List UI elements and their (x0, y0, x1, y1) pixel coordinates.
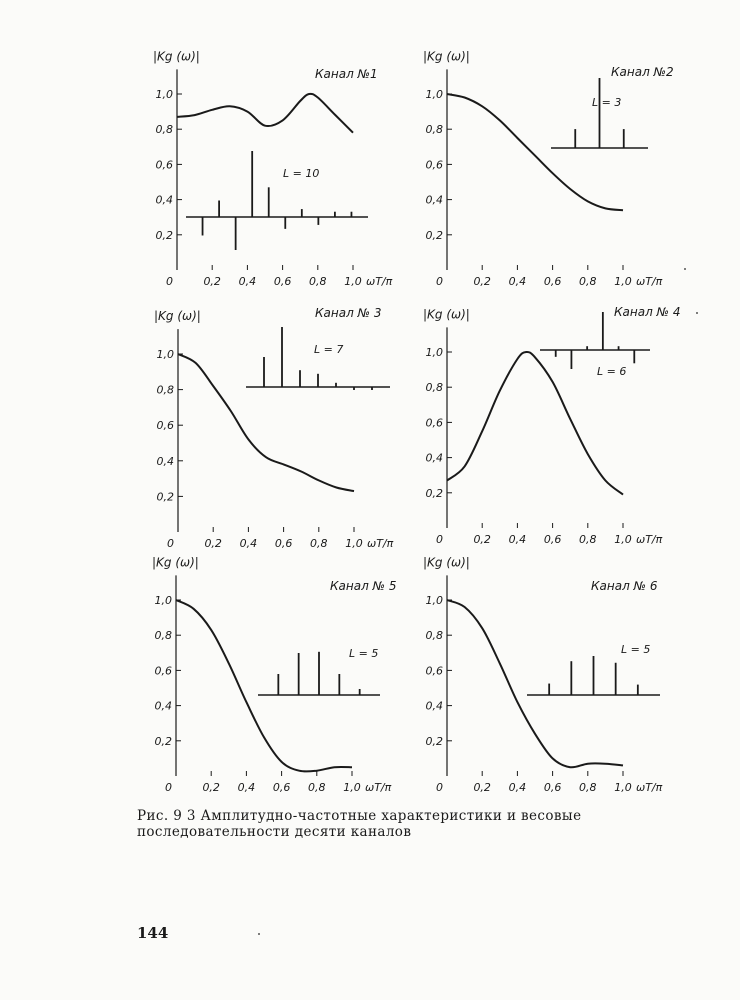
y-tick-label: 0,2 (155, 228, 173, 242)
y-tick-label: 0,6 (154, 664, 172, 678)
channel-title: Канал № 5 (330, 579, 397, 593)
x-axis-label: ωT/π (636, 533, 663, 546)
y-tick-label: 1,0 (425, 88, 443, 101)
print-speck (258, 933, 260, 935)
chart-panel-2 (423, 50, 674, 288)
y-tick-label: 0,6 (425, 664, 443, 678)
chart-panel-5 (152, 556, 397, 794)
channel-title: Канал № 6 (591, 579, 658, 593)
x-tick-label: 1,0 (345, 537, 363, 550)
y-tick-label: 0,4 (156, 454, 174, 468)
x-tick-label: 1,0 (614, 781, 632, 794)
y-tick-label: 1,0 (155, 88, 173, 101)
x-axis-label: ωT/π (366, 275, 393, 288)
x-tick-label: 0,8 (579, 533, 597, 546)
print-speck (696, 312, 698, 314)
y-tick-label: 0,6 (425, 416, 443, 430)
y-axis-label: |Kg (ω)| (423, 555, 470, 570)
y-tick-label: 0,4 (425, 699, 443, 713)
y-tick-label: 0,8 (155, 123, 173, 137)
x-tick-label: 0,4 (508, 533, 527, 546)
y-tick-label: 0,8 (425, 123, 443, 137)
x-axis-label: ωT/π (365, 781, 392, 794)
y-tick-label: 0,8 (425, 381, 443, 395)
y-tick-label: 0,2 (425, 228, 443, 242)
y-axis-label: |Kg (ω)| (423, 307, 470, 322)
x-tick-label: 0,8 (579, 781, 597, 794)
figure-caption: Рис. 9 3 Амплитудно-частотные характеристики и весовые последовательности десяти каналов (137, 808, 582, 840)
y-tick-label: 0,4 (425, 193, 443, 207)
x-tick-label: 0,8 (310, 537, 328, 550)
y-tick-label: 0,6 (155, 158, 173, 172)
chart-panel-1 (153, 50, 393, 288)
x-tick-label: 0,4 (238, 275, 257, 288)
channel-title: Канал №2 (611, 65, 674, 79)
x-tick-label: 0,6 (272, 781, 291, 794)
impulse-length-label: L = 7 (314, 343, 344, 356)
chart-panel-3 (154, 306, 394, 550)
impulse-length-label: L = 3 (592, 96, 622, 109)
x-tick-label: 0,2 (204, 537, 222, 550)
x-tick-label: 1,0 (614, 533, 632, 546)
x-tick-label: 0,2 (473, 275, 491, 288)
y-tick-label: 0,6 (156, 419, 174, 433)
x-tick-label: 0,6 (273, 275, 292, 288)
x-tick-label: 0,2 (203, 275, 221, 288)
frequency-response-curve (447, 600, 623, 767)
x-axis-label: ωT/π (636, 275, 663, 288)
y-axis-label: |Kg (ω)| (152, 555, 199, 570)
x-tick-label: 0,4 (508, 781, 527, 794)
y-axis-label: |Kg (ω)| (153, 49, 200, 64)
frequency-response-curve (177, 94, 353, 133)
x-tick-label: 1,0 (343, 781, 361, 794)
y-tick-label: 0,4 (154, 699, 172, 713)
y-axis-label: |Kg (ω)| (154, 309, 201, 324)
x-tick-label: 0 (436, 781, 443, 794)
x-tick-label: 0,2 (202, 781, 220, 794)
x-tick-label: 0 (166, 275, 173, 288)
y-tick-label: 0,8 (425, 629, 443, 643)
x-tick-label: 0,4 (237, 781, 256, 794)
y-tick-label: 0,8 (156, 383, 174, 397)
x-tick-label: 0,6 (543, 533, 562, 546)
x-tick-label: 0,2 (473, 533, 491, 546)
y-tick-label: 0,2 (156, 490, 174, 504)
x-tick-label: 0,8 (308, 781, 326, 794)
y-tick-label: 0,2 (154, 734, 172, 748)
y-tick-label: 0,8 (154, 629, 172, 643)
x-tick-label: 1,0 (614, 275, 632, 288)
impulse-length-label: L = 6 (597, 365, 627, 378)
x-tick-label: 0,2 (473, 781, 491, 794)
x-tick-label: 0,6 (543, 275, 562, 288)
x-tick-label: 0,8 (309, 275, 327, 288)
x-axis-label: ωT/π (636, 781, 663, 794)
x-tick-label: 0 (165, 781, 172, 794)
channel-title: Канал № 4 (614, 305, 681, 319)
print-speck (684, 268, 686, 270)
y-tick-label: 0,4 (155, 193, 173, 207)
x-tick-label: 0,4 (508, 275, 527, 288)
y-tick-label: 0,6 (425, 158, 443, 172)
y-axis-label: |Kg (ω)| (423, 49, 470, 64)
frequency-response-curve (447, 94, 623, 210)
x-tick-label: 0 (436, 533, 443, 546)
channel-title: Канал №1 (315, 67, 378, 81)
y-tick-label: 1,0 (425, 346, 443, 359)
y-tick-label: 0,2 (425, 486, 443, 500)
x-tick-label: 1,0 (344, 275, 362, 288)
x-tick-label: 0 (167, 537, 174, 550)
y-tick-label: 1,0 (425, 594, 443, 607)
x-axis-label: ωT/π (367, 537, 394, 550)
frequency-response-curve (178, 354, 354, 491)
x-tick-label: 0,6 (274, 537, 293, 550)
y-tick-label: 0,2 (425, 734, 443, 748)
chart-panel-4 (423, 305, 681, 546)
chart-panel-6 (423, 556, 663, 794)
y-tick-label: 1,0 (156, 348, 174, 361)
impulse-length-label: L = 5 (621, 643, 651, 656)
impulse-length-label: L = 5 (349, 647, 379, 660)
impulse-length-label: L = 10 (283, 167, 320, 180)
x-tick-label: 0,4 (239, 537, 258, 550)
y-tick-label: 0,4 (425, 451, 443, 465)
page-number: 144 (137, 924, 169, 942)
y-tick-label: 1,0 (154, 594, 172, 607)
x-tick-label: 0 (436, 275, 443, 288)
x-tick-label: 0,6 (543, 781, 562, 794)
channel-title: Канал № 3 (315, 306, 382, 320)
x-tick-label: 0,8 (579, 275, 597, 288)
frequency-response-curve (176, 600, 352, 772)
